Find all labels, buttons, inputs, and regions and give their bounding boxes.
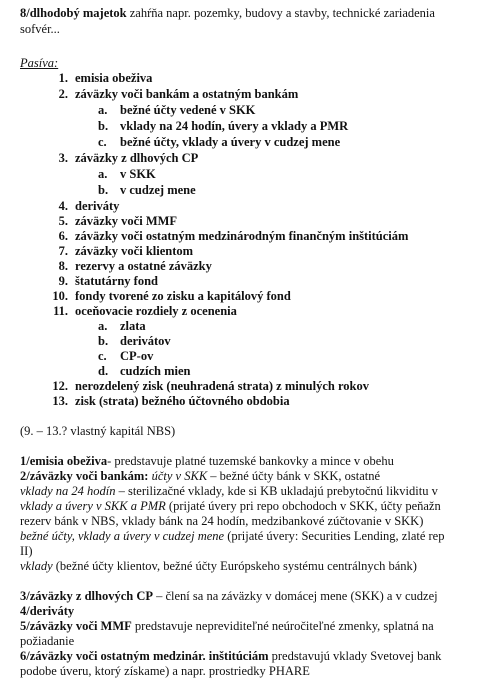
intro-text: zahŕňa napr. pozemky, budovy a stavby, technické zariadenia	[126, 6, 435, 20]
list-item: 10. fondy tvorené zo zisku a kapitálový fond	[52, 289, 291, 303]
sub-list-item: a. bežné účty vedené v SKK	[98, 103, 256, 117]
list-item: 1. emisia obeživa	[58, 71, 153, 85]
sub-list-item: a. zlata	[98, 319, 146, 333]
intro-line-1	[20, 6, 435, 21]
sub-list-item: b. vklady na 24 hodín, úvery a vklady a PMR	[98, 119, 349, 133]
list-item: 9. štatutárny fond	[58, 274, 158, 288]
list-item: 8. rezervy a ostatné záväzky	[58, 259, 212, 273]
list-item: 2. záväzky voči bankám a ostatným bankám	[58, 87, 299, 101]
explanation-line: 1/emisia obeživa- predstavuje platné tuzemské bankovky a mince v obehu	[20, 454, 394, 468]
sub-list-item: d. cudzích mien	[98, 364, 191, 378]
list-item: 6. záväzky voči ostatným medzinárodným finančným inštitúciám	[58, 229, 409, 243]
explanation-line: bežné účty, vklady a úvery v cudzej mene (prijaté úvery: Securities Lending, zlaté rep	[20, 529, 445, 543]
intro-line-2: sofvér...	[20, 22, 60, 36]
list-item: 13. zisk (strata) bežného účtovného obdobia	[52, 394, 290, 408]
explanation-line: II)	[20, 544, 33, 558]
list-item: 11. oceňovacie rozdiely z ocenenia	[53, 304, 237, 318]
list-item: 7. záväzky voči klientom	[58, 244, 194, 258]
explanation-line: 3/záväzky z dlhových CP – člení sa na záväzky v domácej mene (SKK) a v cudzej	[20, 589, 438, 603]
explanation-line: 2/záväzky voči bankám: účty v SKK – bežné účty bánk v SKK, ostatné	[20, 469, 381, 483]
sub-list-item: b. v cudzej mene	[98, 183, 196, 197]
capital-note: (9. – 13.? vlastný kapitál NBS)	[20, 424, 176, 438]
list-item: 3. záväzky z dlhových CP	[58, 151, 199, 165]
explanation-line: požiadanie	[20, 634, 75, 648]
sub-list-item: a. v SKK	[98, 167, 156, 181]
explanation-line: 6/záväzky voči ostatným medzinár. inštitúciám predstavujú vklady Svetovej bank	[20, 649, 442, 663]
sub-list-item: c. bežné účty, vklady a úvery v cudzej mene	[98, 135, 341, 149]
explanation-line: 5/záväzky voči MMF predstavuje nepreviditeľné neúročiteľné zmenky, splatná na	[20, 619, 434, 633]
list-item: 4. deriváty	[58, 199, 120, 213]
explanation-line: vklady na 24 hodín – sterilizačné vklady, kde si KB ukladajú prebytočnú likviditu v	[20, 484, 438, 498]
explanation-line: vklady a úvery v SKK a PMR (prijaté úvery pri repo obchodoch v SKK, účty peňažn	[20, 499, 441, 513]
intro-bold: 8/dlhodobý majetok	[20, 6, 127, 20]
pasiva-heading: Pasíva:	[20, 56, 59, 70]
list-item: 5. záväzky voči MMF	[58, 214, 178, 228]
explanation-line: podobe úveru, ktorý získame) a napr. prostriedky PHARE	[20, 664, 310, 678]
sub-list-item: b. derivátov	[98, 334, 171, 348]
explanation-line: rezerv bánk v NBS, vklady bánk na 24 hodín, medzibankové zúčtovanie v SKK)	[20, 514, 424, 528]
explanation-line: 4/deriváty	[20, 604, 75, 618]
sub-list-item: c. CP-ov	[98, 349, 154, 363]
list-item: 12. nerozdelený zisk (neuhradená strata) z minulých rokov	[52, 379, 369, 393]
explanation-line: vklady (bežné účty klientov, bežné účty Európskeho systému centrálnych bánk)	[20, 559, 417, 573]
